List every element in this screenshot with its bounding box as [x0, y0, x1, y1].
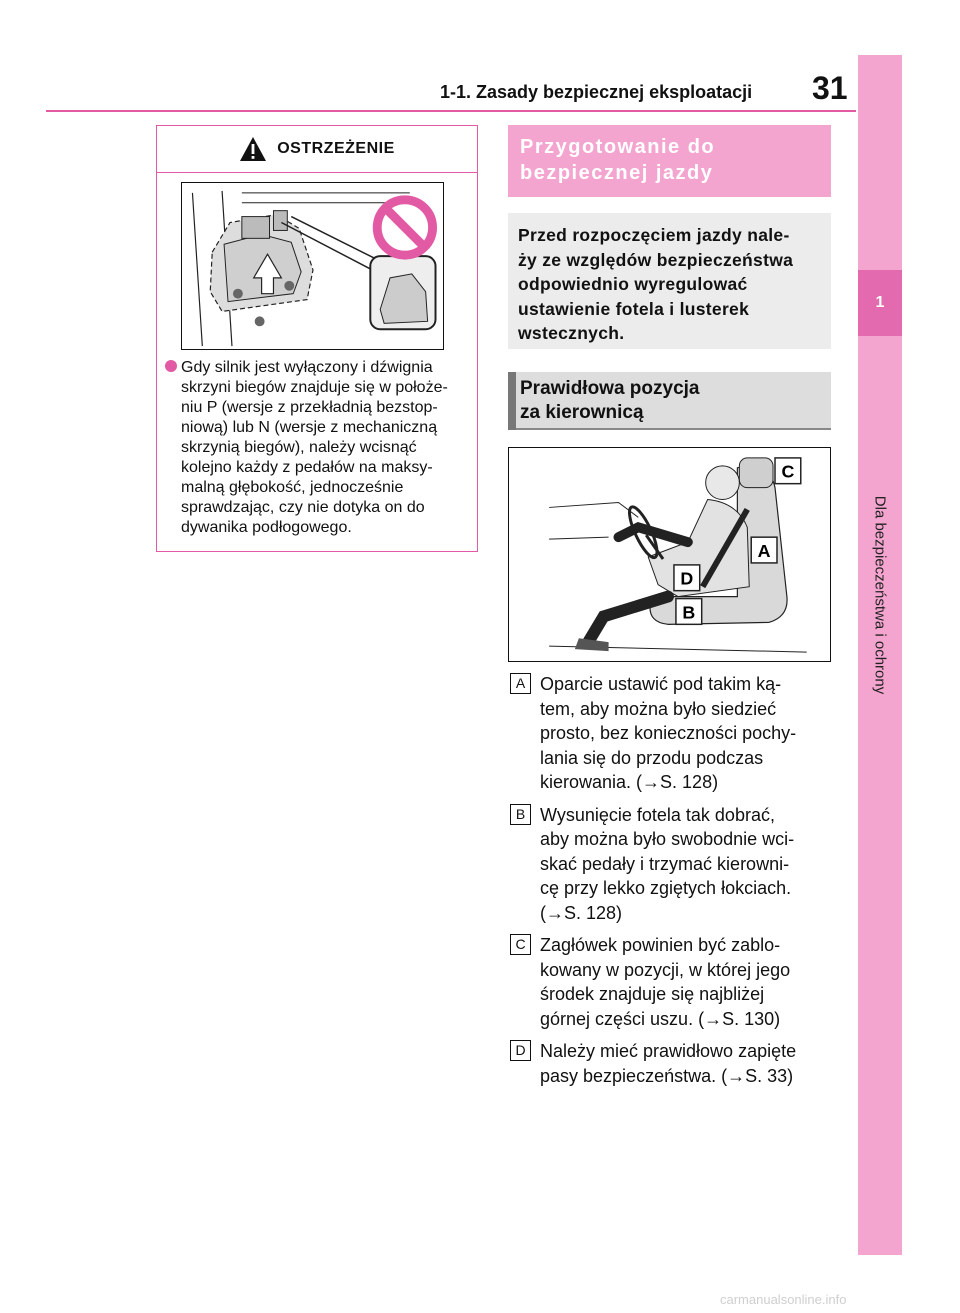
chapter-title: Dla bezpieczeństwa i ochrony	[871, 495, 889, 695]
item-line: Należy mieć prawidłowo zapięte	[540, 1041, 797, 1061]
warning-box	[156, 125, 478, 552]
figure-label-c	[775, 458, 801, 484]
item-key: B	[510, 804, 531, 825]
warning-line: dywanika podłogowego.	[181, 519, 352, 536]
warning-header	[157, 126, 477, 173]
list-item	[508, 933, 838, 1031]
subsection-heading-line: Prawidłowa pozycja	[520, 378, 700, 399]
watermark: carmanualsonline.info	[720, 1292, 847, 1307]
item-line: lania się do przodu podczas	[540, 747, 764, 768]
section-heading-line: Przygotowanie do	[520, 136, 716, 158]
item-line: prosto, bez konieczności pochy-	[540, 723, 797, 743]
floor-mat-illustration	[181, 182, 444, 350]
section-heading-line: bezpiecznej jazdy	[520, 162, 714, 184]
chapter-number: 1	[858, 270, 902, 336]
subsection-heading	[508, 372, 831, 430]
figure-label-b	[676, 599, 702, 625]
page-number: 31	[812, 70, 848, 106]
item-line: kierowania. (→S. 128)	[540, 772, 719, 792]
figure-label-text: B	[682, 602, 696, 623]
warning-line: niu P (wersje z przekładnią bezstop-	[181, 399, 438, 416]
item-line: tem, aby można było siedzieć	[540, 698, 777, 719]
item-line: aby można było swobodnie wci-	[540, 829, 795, 849]
intro-line: ży ze względów bezpieczeństwa	[518, 249, 794, 270]
figure-label-d	[674, 565, 700, 591]
header-rule	[46, 110, 856, 112]
item-key: D	[510, 1040, 531, 1061]
list-item	[508, 1039, 838, 1088]
intro-line: wstecznych.	[518, 323, 625, 343]
bullet-icon	[165, 360, 177, 372]
warning-line: Gdy silnik jest wyłączony i dźwignia	[181, 359, 433, 376]
list-item	[508, 672, 838, 795]
intro-line: Przed rozpoczęciem jazdy nale-	[518, 225, 790, 245]
item-line: środek znajduje się najbliżej	[540, 984, 765, 1004]
warning-icon	[239, 136, 267, 162]
item-line: Zagłówek powinien być zablo-	[540, 935, 781, 955]
adjustment-list	[508, 672, 838, 1096]
warning-line: skrzyni biegów znajduje się w położe-	[181, 379, 448, 396]
section-title: 1-1. Zasady bezpiecznej eksploatacji	[440, 82, 753, 102]
list-item	[508, 803, 838, 926]
item-line: Wysunięcie fotela tak dobrać,	[540, 804, 775, 825]
figure-label-text: A	[757, 540, 771, 561]
intro-line: ustawienie fotela i lusterek	[518, 298, 750, 319]
intro-box	[508, 213, 831, 349]
item-line: Oparcie ustawić pod takim ką-	[540, 674, 782, 694]
figure-label-a	[751, 537, 777, 563]
item-line: kowany w pozycji, w której jego	[540, 959, 791, 980]
driving-position-illustration	[508, 447, 831, 662]
section-heading	[508, 125, 831, 197]
warning-line: niową) lub N (wersje z mechaniczną	[181, 419, 438, 436]
figure-label-text: C	[781, 461, 795, 482]
item-line: (→S. 128)	[540, 902, 623, 923]
warning-line: malną głębokość, jednocześnie	[181, 479, 404, 496]
warning-line: sprawdzając, czy nie dotyka on do	[181, 499, 425, 516]
intro-line: odpowiednio wyregulować	[518, 274, 748, 294]
figure-label-text: D	[680, 568, 694, 589]
warning-line: skrzynią biegów), należy wcisnąć	[181, 439, 417, 456]
item-key: C	[510, 934, 531, 955]
warning-text	[165, 358, 469, 538]
item-line: cę przy lekko zgiętych łokciach.	[540, 878, 792, 898]
subsection-heading-line: za kierownicą	[520, 402, 644, 423]
item-line: górnej części uszu. (→S. 130)	[540, 1008, 781, 1029]
warning-line: kolejno każdy z pedałów na maksy-	[181, 459, 433, 476]
item-line: pasy bezpieczeństwa. (→S. 33)	[540, 1065, 794, 1086]
warning-title: OSTRZEŻENIE	[277, 140, 395, 157]
item-key: A	[510, 673, 531, 694]
item-line: skać pedały i trzymać kierowni-	[540, 853, 790, 874]
